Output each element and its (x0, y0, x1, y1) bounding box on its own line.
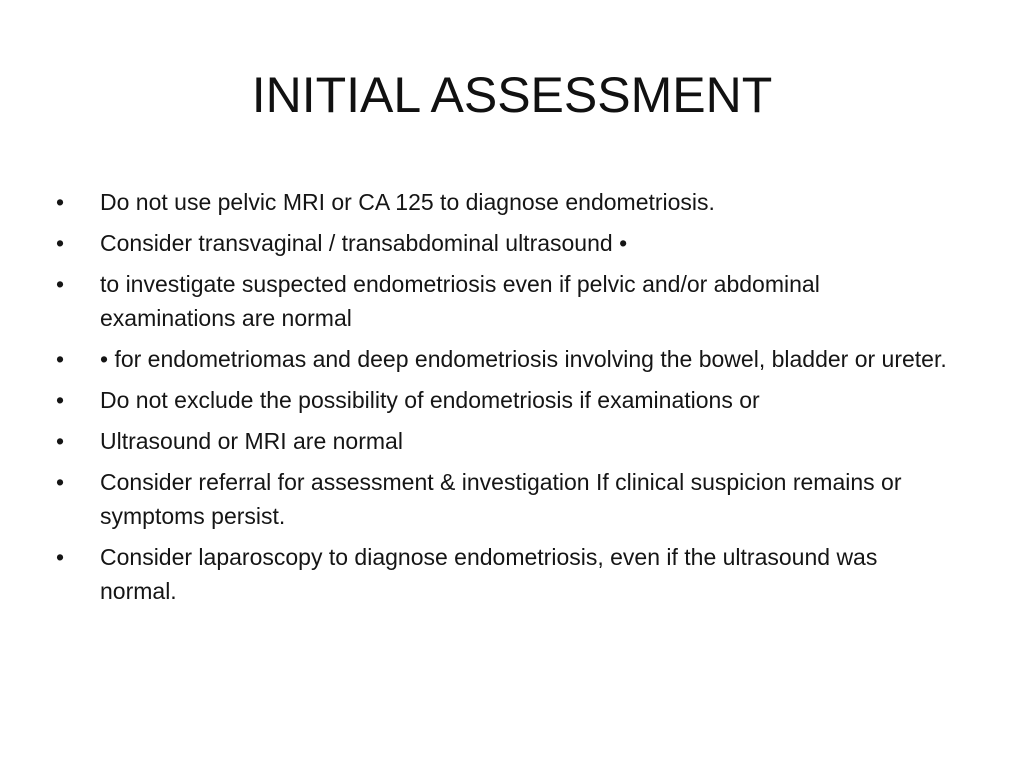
bullet-icon: • (56, 346, 65, 372)
bullet-icon: • (56, 544, 65, 570)
bullet-text: to investigate suspected endometriosis even if pelvic and/or abdominal examinations are normal (100, 271, 820, 331)
bullet-icon: • (56, 271, 65, 297)
bullet-text: Consider referral for assessment & investigation If clinical suspicion remains or symptoms persist. (100, 469, 902, 529)
bullet-icon: • (56, 469, 65, 495)
bullet-text: Consider laparoscopy to diagnose endometriosis, even if the ultrasound was normal. (100, 544, 878, 604)
bullet-item (56, 540, 956, 608)
slide-title: INITIAL ASSESSMENT (251, 67, 773, 123)
bullet-icon: • (56, 387, 65, 413)
bullet-text: Do not exclude the possibility of endometriosis if examinations or (100, 387, 760, 413)
bullet-text: Ultrasound or MRI are normal (100, 428, 403, 454)
bullet-text: Consider transvaginal / transabdominal ultrasound • (100, 230, 628, 256)
bullet-text: • for endometriomas and deep endometriosis involving the bowel, bladder or ureter. (100, 346, 947, 372)
bullet-list (56, 185, 956, 615)
bullet-item (56, 465, 956, 533)
bullet-item (56, 267, 956, 335)
bullet-item (56, 342, 956, 376)
bullet-text: Do not use pelvic MRI or CA 125 to diagnose endometriosis. (100, 189, 715, 215)
bullet-item (56, 185, 956, 219)
bullet-icon: • (56, 189, 65, 215)
bullet-item (56, 424, 956, 458)
bullet-item (56, 226, 956, 260)
bullet-icon: • (56, 230, 65, 256)
bullet-item (56, 383, 956, 417)
bullet-icon: • (56, 428, 65, 454)
